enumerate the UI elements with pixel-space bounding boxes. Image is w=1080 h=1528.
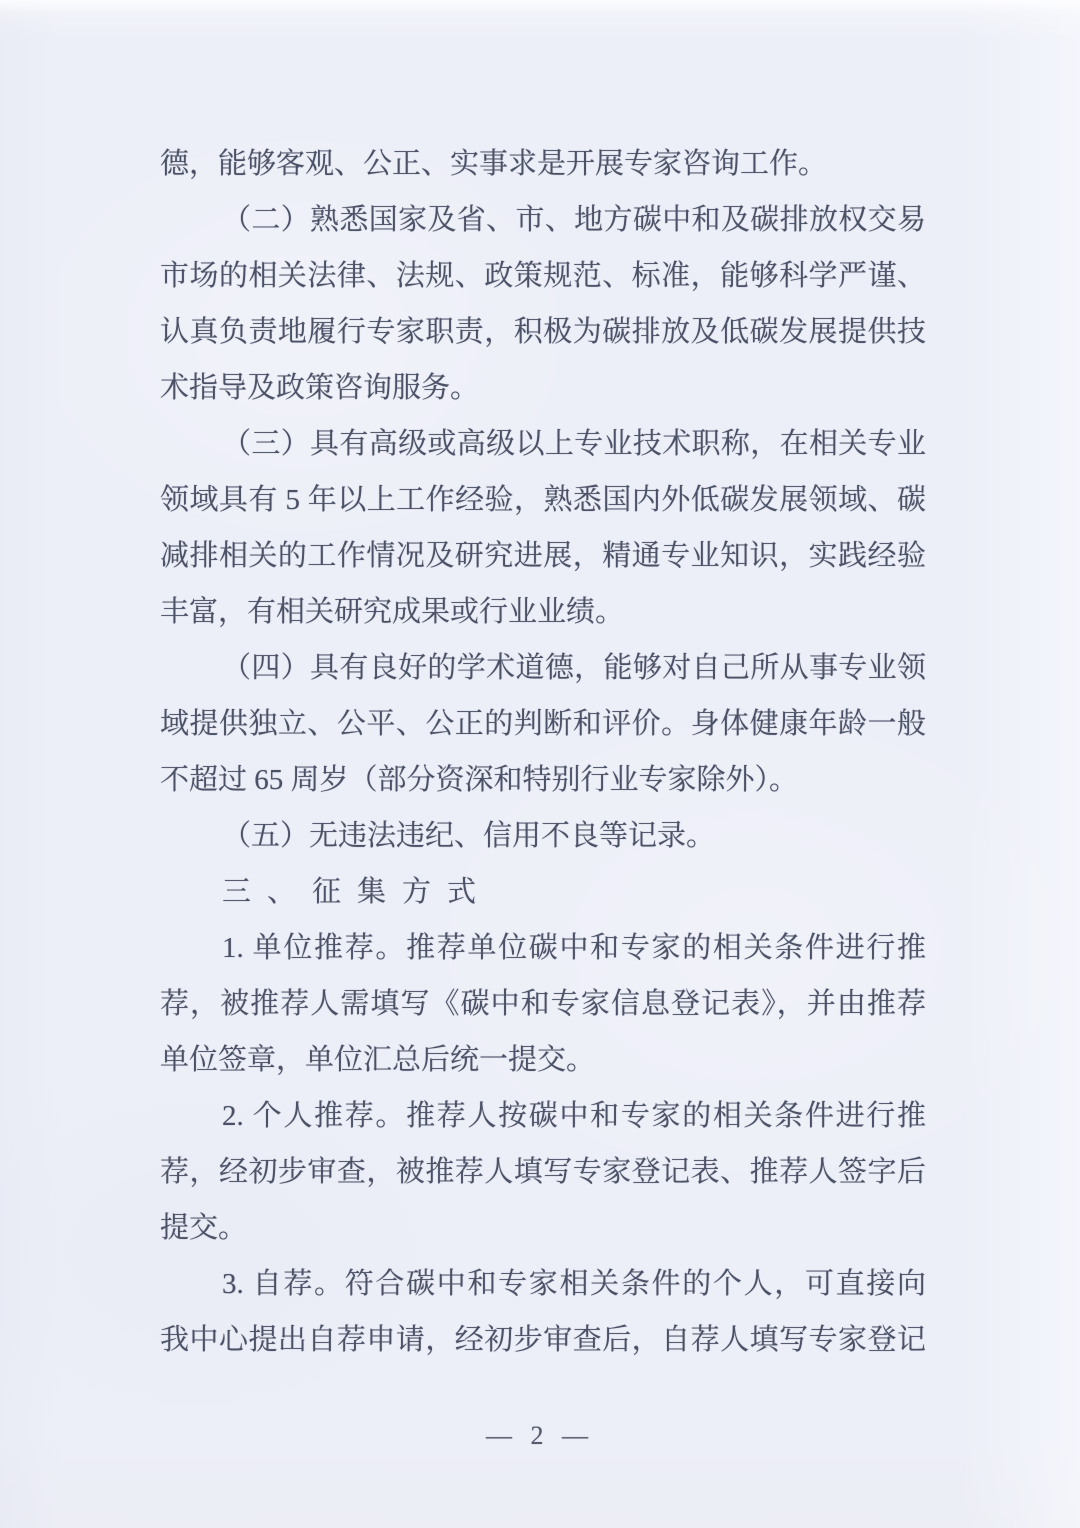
text-line: 不超过 65 周岁（部分资深和特别行业专家除外）。 <box>160 764 799 796</box>
text-line: 3. 自荐。符合碳中和专家相关条件的个人，可直接向 <box>222 1268 926 1300</box>
text-line: 提交。 <box>160 1212 248 1244</box>
text-line: 术指导及政策咨询服务。 <box>160 372 480 404</box>
text-line: （二）熟悉国家及省、市、地方碳中和及碳排放权交易 <box>222 204 926 236</box>
text-line: 荐，经初步审查，被推荐人填写专家登记表、推荐人签字后 <box>160 1156 926 1188</box>
text-line: 领域具有 5 年以上工作经验，熟悉国内外低碳发展领域、碳 <box>160 484 926 516</box>
text-line: 荐，被推荐人需填写《碳中和专家信息登记表》，并由推荐 <box>160 988 926 1020</box>
text-line: 德，能够客观、公正、实事求是开展专家咨询工作。 <box>160 148 828 180</box>
text-line: （三）具有高级或高级以上专业技术职称，在相关专业 <box>222 428 926 460</box>
text-line: 1. 单位推荐。推荐单位碳中和专家的相关条件进行推 <box>222 932 926 964</box>
text-line: 单位签章，单位汇总后统一提交。 <box>160 1044 596 1076</box>
text-line: 我中心提出自荐申请，经初步审查后，自荐人填写专家登记 <box>160 1324 926 1356</box>
text-line: 丰富，有相关研究成果或行业业绩。 <box>160 596 625 628</box>
page-number: — 2 — <box>486 1421 594 1450</box>
text-line: 2. 个人推荐。推荐人按碳中和专家的相关条件进行推 <box>222 1100 926 1132</box>
text-line: （四）具有良好的学术道德，能够对自己所从事专业领 <box>222 652 926 684</box>
text-line: 减排相关的工作情况及研究进展，精通专业知识，实践经验 <box>160 540 926 572</box>
text-line: 三、征集方式 <box>222 876 493 908</box>
document-body <box>160 136 926 1368</box>
text-line: 市场的相关法律、法规、政策规范、标准，能够科学严谨、 <box>160 260 926 292</box>
text-line: 域提供独立、公平、公正的判断和评价。身体健康年龄一般 <box>160 708 926 740</box>
text-line: 认真负责地履行专家职责，积极为碳排放及低碳发展提供技 <box>160 316 926 348</box>
page-footer <box>0 1408 1080 1464</box>
text-line: （五）无违法违纪、信用不良等记录。 <box>222 820 716 852</box>
